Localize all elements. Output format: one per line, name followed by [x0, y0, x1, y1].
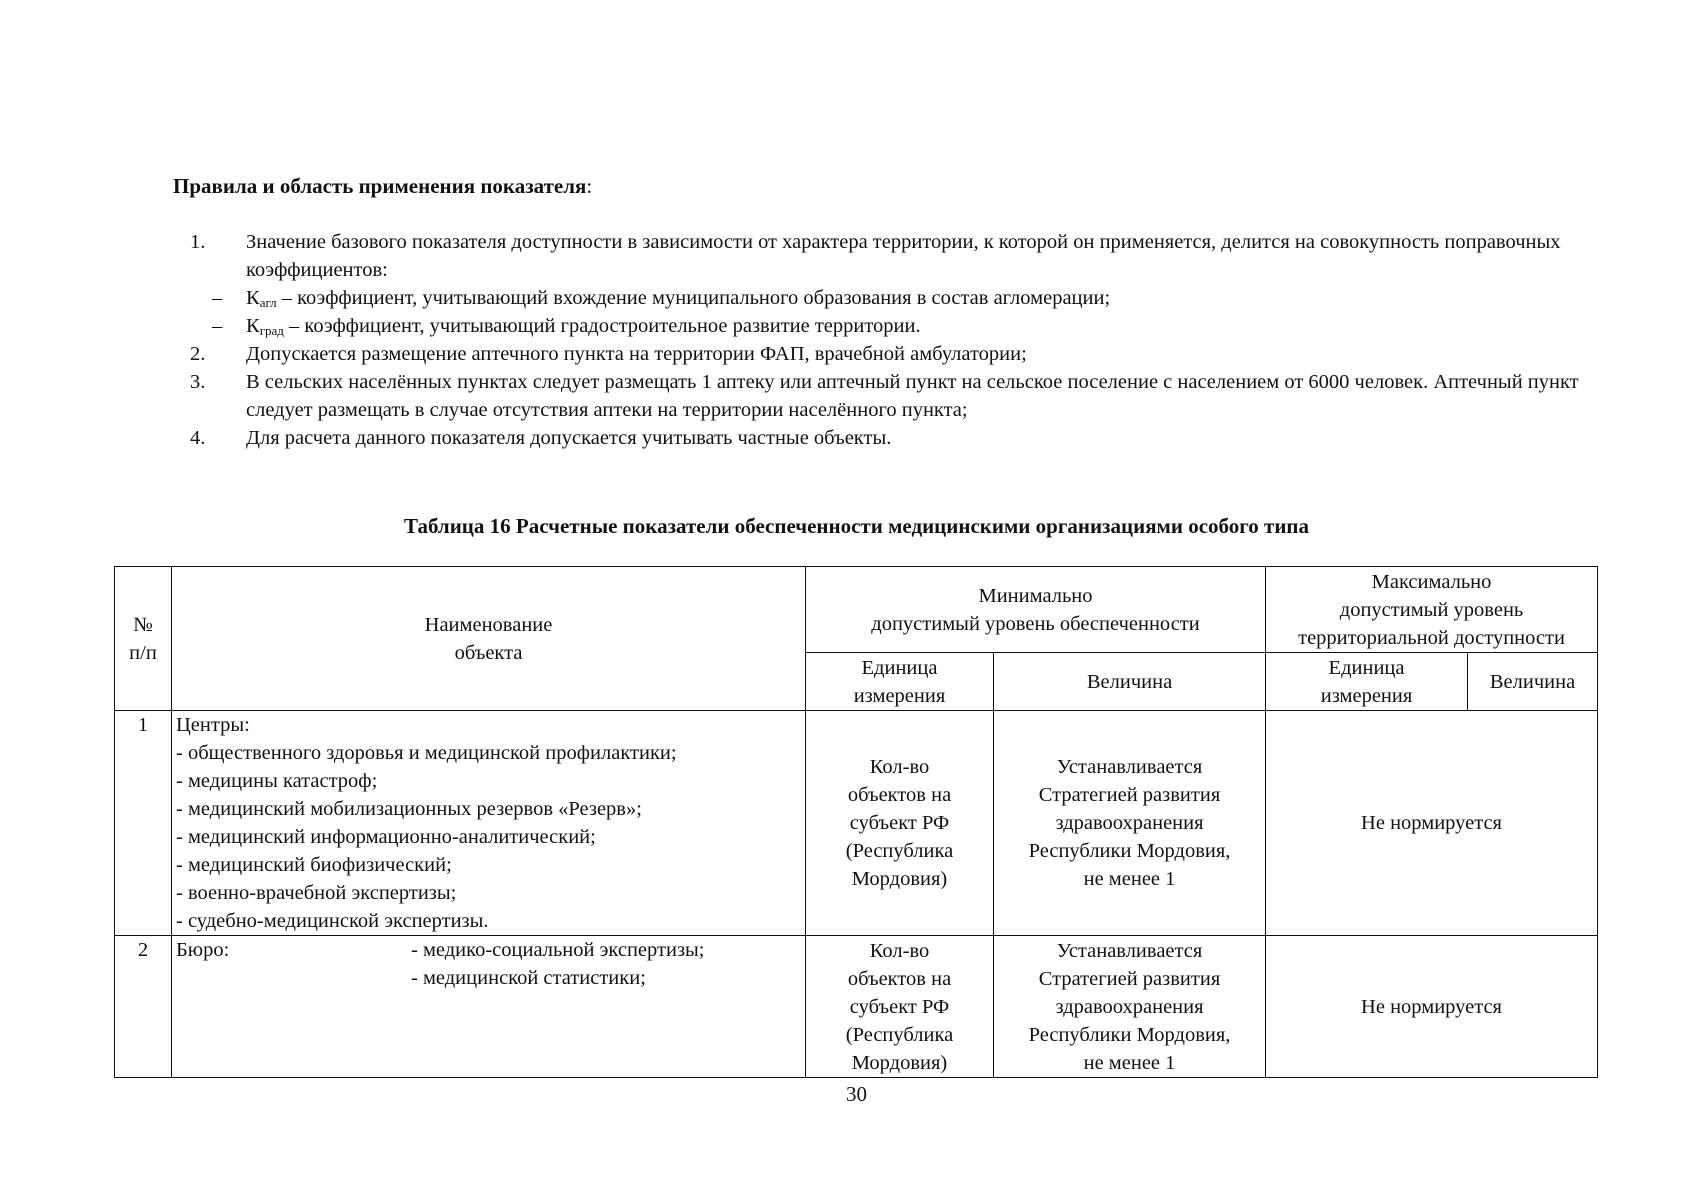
subheader-unit [1266, 653, 1468, 711]
row-list-item: - медицинский мобилизационных резервов «Резерв»; [176, 798, 642, 820]
subheader-unit-line: Единица [861, 656, 938, 679]
value-line: Устанавливается [1056, 756, 1203, 778]
unit-line: объектов на [847, 784, 952, 806]
coefficient-text: – коэффициент, учитывающий вхождение муниципального образования в состав агломерации; [276, 287, 1111, 309]
row-object-name [172, 711, 806, 936]
value-line: Стратегией развития [1038, 967, 1221, 990]
coefficient-subscript: агл [259, 295, 277, 310]
header-min-line: допустимый уровень обеспеченности [871, 612, 1200, 635]
unit-line: Кол-во [869, 756, 930, 778]
header-name-line: объекта [454, 641, 523, 664]
rule-number: 1. [190, 231, 206, 253]
coefficient-symbol: К [246, 287, 260, 309]
rules-heading-colon: : [586, 174, 593, 198]
header-max-line: Максимально [1371, 570, 1492, 593]
rule-item-1 [190, 228, 1580, 284]
rules-heading-bold: Правила и область применения показателя [173, 174, 587, 198]
row-object-name [172, 936, 806, 1078]
list-dash: – [212, 287, 223, 309]
header-number-line: п/п [129, 641, 157, 664]
row-list-item: - медицинский биофизический; [176, 854, 452, 876]
subheader-unit-line: измерения [853, 684, 946, 707]
table-header-row [115, 567, 1598, 653]
value-line: здравоохранения [1055, 812, 1204, 834]
table-caption: Таблица 16 Расчетные показатели обеспеченности медицинскими организациями особого типа [403, 514, 1310, 538]
subheader-unit-line: измерения [1320, 684, 1413, 707]
value-line: Устанавливается [1056, 939, 1203, 962]
row-title: Бюро: [176, 939, 230, 961]
coefficient-item-grad [190, 312, 1580, 340]
row-unit [806, 711, 994, 936]
rule-item-4 [190, 424, 1580, 452]
header-number [115, 567, 172, 711]
row-list-item: - медицины катастроф; [176, 770, 378, 792]
coefficient-subscript: град [259, 323, 284, 338]
unit-line: (Республика [845, 1023, 954, 1046]
rule-text: Значение базового показателя доступности в зависимости от характера территории, к которой он применяется, делится на совокупность поправочных коэффициентов: [246, 231, 1561, 281]
rules-heading [173, 172, 592, 200]
row-list-item: - военно-врачебной экспертизы; [176, 882, 457, 904]
rule-number: 2. [190, 343, 206, 365]
table-row [115, 936, 1598, 1078]
subheader-unit-line: Единица [1328, 656, 1405, 679]
header-max-line: допустимый уровень [1339, 598, 1524, 621]
row-value [994, 936, 1266, 1078]
subheader-unit [806, 653, 994, 711]
coefficient-item-agl [190, 284, 1580, 312]
medical-organizations-table [114, 566, 1598, 1078]
coefficient-symbol: К [246, 315, 260, 337]
row-list-item: - судебно-медицинской экспертизы. [176, 910, 489, 932]
row-list-item: - медико-социальной экспертизы; [411, 939, 705, 961]
page-number: 30 [846, 1082, 867, 1106]
row-list-item: - медицинский информационно-аналитический; [176, 826, 596, 848]
row-list-item: - общественного здоровья и медицинской профилактики; [176, 742, 677, 764]
table-row [115, 711, 1598, 936]
subheader-value: Величина [994, 653, 1266, 711]
rule-number: 4. [190, 427, 206, 449]
unit-line: (Республика [845, 840, 954, 862]
row-value [994, 711, 1266, 936]
value-line: Республики Мордовия, [1028, 840, 1231, 862]
row-list-item: - медицинской статистики; [411, 967, 646, 989]
subheader-value: Величина [1468, 653, 1598, 711]
rules-list [190, 228, 1580, 452]
header-min-provision [806, 567, 1266, 653]
unit-line: субъект РФ [849, 812, 950, 834]
unit-line: субъект РФ [849, 995, 950, 1018]
value-line: не менее 1 [1083, 1051, 1176, 1074]
header-number-line: № [133, 613, 153, 636]
row-access: Не нормируется [1266, 711, 1598, 936]
unit-line: Мордовия) [851, 868, 948, 890]
header-max-accessibility [1266, 567, 1598, 653]
value-line: здравоохранения [1055, 995, 1204, 1018]
unit-line: объектов на [847, 967, 952, 990]
header-max-line: территориальной доступности [1298, 626, 1565, 649]
rule-text: В сельских населённых пунктах следует размещать 1 аптеку или аптечный пункт на сельское поселение с населением от 6000 человек. Аптечный пункт следует размещать в случае отсутствия аптеки на территории населённого пункта; [246, 371, 1579, 421]
list-dash: – [212, 315, 223, 337]
header-min-line: Минимально [978, 584, 1093, 607]
row-title: Центры: [176, 714, 250, 736]
header-name-line: Наименование [424, 613, 553, 636]
row-access: Не нормируется [1266, 936, 1598, 1078]
row-unit [806, 936, 994, 1078]
coefficient-text: – коэффициент, учитывающий градостроительное развитие территории. [283, 315, 921, 337]
unit-line: Кол-во [869, 939, 930, 962]
value-line: Стратегией развития [1038, 784, 1221, 806]
value-line: не менее 1 [1083, 868, 1176, 890]
rule-item-3 [190, 368, 1580, 424]
rule-number: 3. [190, 371, 206, 393]
row-number: 2 [115, 936, 172, 1078]
header-object-name [172, 567, 806, 711]
rule-item-2 [190, 340, 1580, 368]
value-line: Республики Мордовия, [1028, 1023, 1231, 1046]
row-number: 1 [115, 711, 172, 936]
unit-line: Мордовия) [851, 1051, 948, 1074]
rule-text: Допускается размещение аптечного пункта на территории ФАП, врачебной амбулатории; [246, 343, 1027, 365]
rule-text: Для расчета данного показателя допускается учитывать частные объекты. [246, 427, 892, 449]
